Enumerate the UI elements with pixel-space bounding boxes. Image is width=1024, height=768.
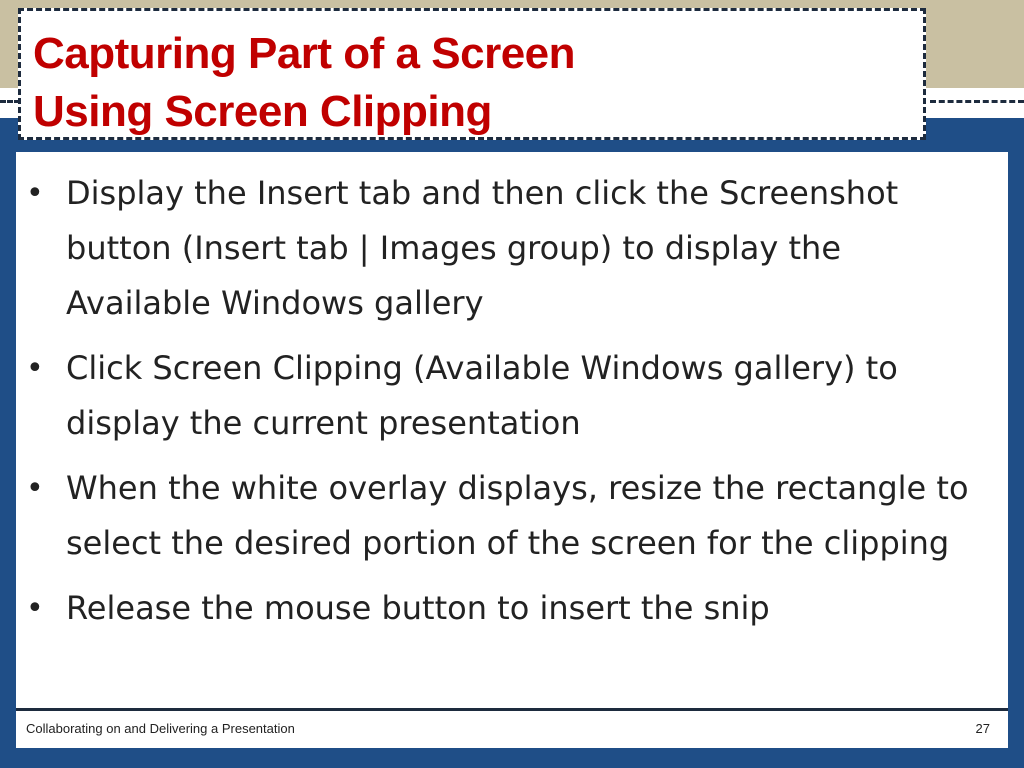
- bullet-icon: •: [26, 176, 44, 211]
- bullet-item: [16, 166, 1008, 331]
- bullet-item: [16, 341, 1008, 451]
- slide-title-line-2: Using Screen Clipping: [33, 87, 492, 136]
- dashed-divider-left: [0, 100, 20, 103]
- content-panel: [16, 152, 1008, 708]
- bullet-text: Click Screen Clipping (Available Windows gallery) to display the current presentation: [66, 349, 898, 442]
- slide-title-line-1: Capturing Part of a Screen: [33, 29, 576, 78]
- bullet-icon: •: [26, 351, 44, 386]
- bullet-list: [16, 166, 1008, 646]
- slide-title-box: [18, 8, 926, 140]
- footer-text: Collaborating on and Delivering a Presentation: [26, 721, 295, 736]
- bullet-text: When the white overlay displays, resize the rectangle to select the desired portion of the screen for the clipping: [66, 469, 969, 562]
- bullet-item: [16, 581, 1008, 636]
- bullet-icon: •: [26, 591, 44, 626]
- bullet-text: Release the mouse button to insert the snip: [66, 589, 770, 627]
- slide-number: 27: [975, 721, 990, 736]
- bullet-item: [16, 461, 1008, 571]
- dashed-divider-right: [930, 100, 1024, 103]
- slide-footer: [16, 708, 1008, 748]
- bullet-text: Display the Insert tab and then click the Screenshot button (Insert tab | Images group) to display the Available Windows gallery: [66, 174, 899, 322]
- bullet-icon: •: [26, 471, 44, 506]
